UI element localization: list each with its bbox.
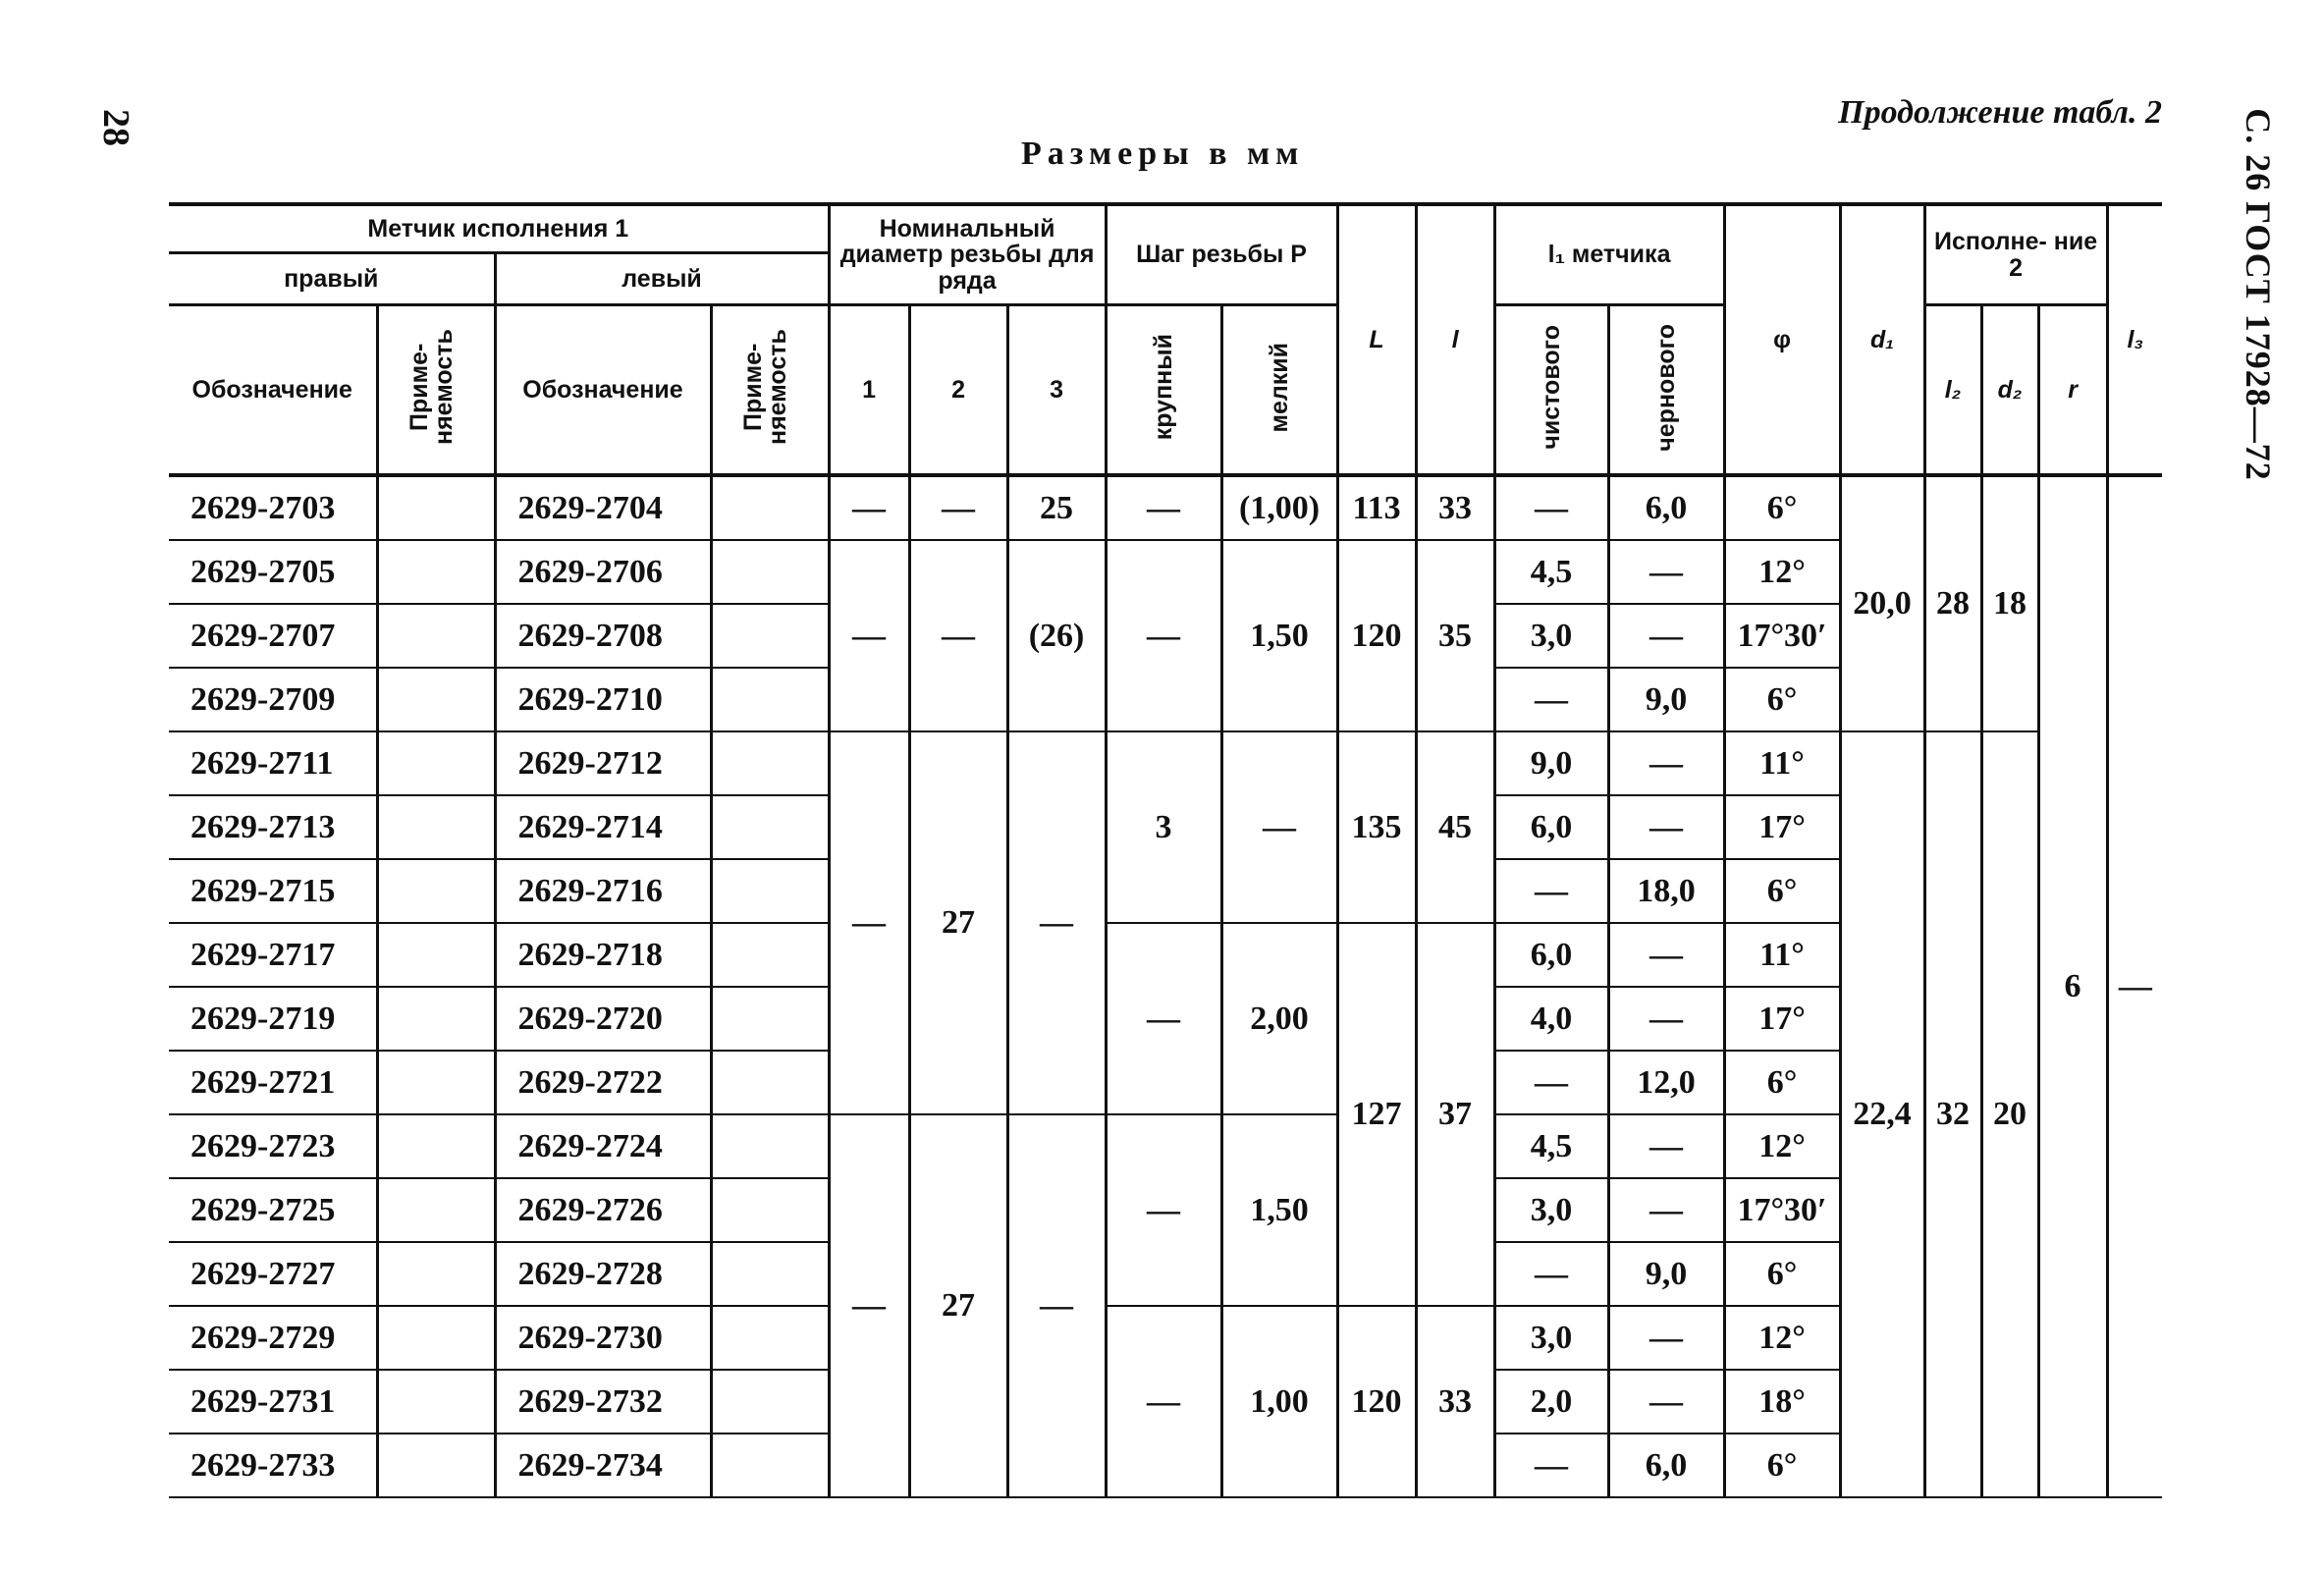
right-applicability — [377, 1051, 495, 1114]
angle-phi: 6° — [1724, 475, 1840, 540]
right-designation: 2629-2713 — [169, 795, 377, 859]
header-tap-version-1: Метчик исполнения 1 — [169, 204, 829, 253]
l1-finishing: 6,0 — [1494, 795, 1608, 859]
l1-roughing: — — [1608, 1306, 1724, 1370]
header-d1: d₁ — [1840, 204, 1924, 475]
l1-finishing: 9,0 — [1494, 731, 1608, 795]
l1-roughing: — — [1608, 795, 1724, 859]
angle-phi: 6° — [1724, 859, 1840, 923]
header-left: левый — [495, 253, 829, 305]
left-applicability — [711, 859, 829, 923]
angle-phi: 17° — [1724, 795, 1840, 859]
header-left-designation: Обозначение — [495, 305, 711, 476]
header-r: r — [2038, 305, 2107, 476]
length-L: 120 — [1337, 540, 1416, 731]
diameter-row-2: — — [909, 540, 1007, 731]
right-applicability — [377, 987, 495, 1051]
l1-finishing: 6,0 — [1494, 923, 1608, 987]
left-applicability — [711, 1306, 829, 1370]
left-designation: 2629-2716 — [495, 859, 711, 923]
right-applicability — [377, 1114, 495, 1178]
pitch-fine: 1,50 — [1221, 540, 1337, 731]
length-L: 135 — [1337, 731, 1416, 923]
header-coarse: крупный — [1106, 305, 1221, 476]
right-designation: 2629-2703 — [169, 475, 377, 540]
header-nominal-diameter: Номинальный диаметр резьбы для ряда — [829, 204, 1106, 305]
diameter-row-2: 27 — [909, 731, 1007, 1114]
pitch-coarse: — — [1106, 1114, 1221, 1306]
header-thread-pitch: Шаг резьбы P — [1106, 204, 1337, 305]
page-number: 28 — [95, 109, 136, 146]
left-designation: 2629-2726 — [495, 1178, 711, 1242]
left-applicability — [711, 923, 829, 987]
angle-phi: 6° — [1724, 1434, 1840, 1497]
header-row-1: 1 — [829, 305, 909, 476]
header-left-applicability: Приме- няемость — [711, 305, 829, 476]
left-applicability — [711, 540, 829, 604]
right-designation: 2629-2725 — [169, 1178, 377, 1242]
l1-finishing: — — [1494, 475, 1608, 540]
left-designation: 2629-2722 — [495, 1051, 711, 1114]
length-l: 45 — [1416, 731, 1494, 923]
right-designation: 2629-2705 — [169, 540, 377, 604]
right-designation: 2629-2721 — [169, 1051, 377, 1114]
d1-value: 20,0 — [1840, 475, 1924, 731]
l1-roughing: 6,0 — [1608, 1434, 1724, 1497]
r-value: 6 — [2038, 475, 2107, 1497]
right-applicability — [377, 475, 495, 540]
left-designation: 2629-2708 — [495, 604, 711, 668]
header-l: l — [1416, 204, 1494, 475]
length-l: 37 — [1416, 923, 1494, 1306]
header-roughing: чернового — [1608, 305, 1724, 476]
left-applicability — [711, 1434, 829, 1497]
header-row-2: 2 — [909, 305, 1007, 476]
diameter-row-2: 27 — [909, 1114, 1007, 1497]
length-l: 33 — [1416, 475, 1494, 540]
angle-phi: 18° — [1724, 1370, 1840, 1434]
left-applicability — [711, 668, 829, 731]
l1-roughing: — — [1608, 540, 1724, 604]
left-designation: 2629-2734 — [495, 1434, 711, 1497]
diameter-row-3: (26) — [1007, 540, 1106, 731]
d2-value: 20 — [1981, 731, 2038, 1497]
right-designation: 2629-2711 — [169, 731, 377, 795]
header-d2: d₂ — [1981, 305, 2038, 476]
l2-value: 28 — [1924, 475, 1981, 731]
left-designation: 2629-2724 — [495, 1114, 711, 1178]
left-designation: 2629-2720 — [495, 987, 711, 1051]
l1-roughing: — — [1608, 923, 1724, 987]
d2-value: 18 — [1981, 475, 2038, 731]
right-applicability — [377, 1306, 495, 1370]
l1-roughing: — — [1608, 987, 1724, 1051]
left-applicability — [711, 1178, 829, 1242]
diameter-row-2: — — [909, 475, 1007, 540]
left-designation: 2629-2732 — [495, 1370, 711, 1434]
l1-finishing: 3,0 — [1494, 1306, 1608, 1370]
pitch-fine: 2,00 — [1221, 923, 1337, 1114]
pitch-coarse: — — [1106, 1306, 1221, 1497]
length-L: 113 — [1337, 475, 1416, 540]
header-l3: l₃ — [2107, 204, 2162, 475]
header-right-designation: Обозначение — [169, 305, 377, 476]
pitch-fine: 1,50 — [1221, 1114, 1337, 1306]
right-applicability — [377, 859, 495, 923]
l1-roughing: — — [1608, 1370, 1724, 1434]
pitch-fine: 1,00 — [1221, 1306, 1337, 1497]
l1-roughing: 12,0 — [1608, 1051, 1724, 1114]
left-designation: 2629-2728 — [495, 1242, 711, 1306]
angle-phi: 17°30′ — [1724, 1178, 1840, 1242]
left-applicability — [711, 731, 829, 795]
l1-roughing: — — [1608, 1178, 1724, 1242]
dimensions-units-label: Размеры в мм — [1021, 135, 1305, 172]
header-phi: φ — [1724, 204, 1840, 475]
angle-phi: 11° — [1724, 731, 1840, 795]
right-applicability — [377, 668, 495, 731]
l1-finishing: — — [1494, 668, 1608, 731]
angle-phi: 6° — [1724, 1242, 1840, 1306]
left-applicability — [711, 1114, 829, 1178]
diameter-row-3: 25 — [1007, 475, 1106, 540]
header-l1-tap: l₁ метчика — [1494, 204, 1724, 305]
diameter-row-1: — — [829, 540, 909, 731]
dimensions-table — [169, 202, 2162, 1498]
l1-finishing: 4,5 — [1494, 540, 1608, 604]
right-designation: 2629-2731 — [169, 1370, 377, 1434]
right-applicability — [377, 795, 495, 859]
l1-finishing: — — [1494, 1242, 1608, 1306]
left-applicability — [711, 475, 829, 540]
left-applicability — [711, 987, 829, 1051]
left-applicability — [711, 1242, 829, 1306]
right-designation: 2629-2729 — [169, 1306, 377, 1370]
l1-roughing: — — [1608, 604, 1724, 668]
right-applicability — [377, 731, 495, 795]
l1-roughing: 9,0 — [1608, 668, 1724, 731]
l1-roughing: — — [1608, 1114, 1724, 1178]
angle-phi: 6° — [1724, 1051, 1840, 1114]
angle-phi: 6° — [1724, 668, 1840, 731]
l1-finishing: 4,5 — [1494, 1114, 1608, 1178]
table-row — [169, 731, 2162, 795]
l3-value: — — [2107, 475, 2162, 1497]
header-version-2: Исполне- ние 2 — [1924, 204, 2107, 305]
left-designation: 2629-2714 — [495, 795, 711, 859]
header-L: L — [1337, 204, 1416, 475]
pitch-coarse: 3 — [1106, 731, 1221, 923]
d1-value: 22,4 — [1840, 731, 1924, 1497]
angle-phi: 11° — [1724, 923, 1840, 987]
length-l: 33 — [1416, 1306, 1494, 1497]
left-applicability — [711, 604, 829, 668]
table-row — [169, 475, 2162, 540]
l1-finishing: 3,0 — [1494, 604, 1608, 668]
header-row-3: 3 — [1007, 305, 1106, 476]
length-L: 127 — [1337, 923, 1416, 1306]
left-designation: 2629-2712 — [495, 731, 711, 795]
l1-finishing: 3,0 — [1494, 1178, 1608, 1242]
right-applicability — [377, 923, 495, 987]
left-designation: 2629-2710 — [495, 668, 711, 731]
l1-finishing: 4,0 — [1494, 987, 1608, 1051]
standard-title: С. 26 ГОСТ 17928—72 — [2239, 108, 2278, 481]
header-finishing: чистового — [1494, 305, 1608, 476]
left-designation: 2629-2706 — [495, 540, 711, 604]
left-designation: 2629-2718 — [495, 923, 711, 987]
right-applicability — [377, 1178, 495, 1242]
right-applicability — [377, 1242, 495, 1306]
right-applicability — [377, 540, 495, 604]
pitch-fine: (1,00) — [1221, 475, 1337, 540]
l1-finishing: — — [1494, 1434, 1608, 1497]
right-designation: 2629-2709 — [169, 668, 377, 731]
l1-finishing: 2,0 — [1494, 1370, 1608, 1434]
l1-roughing: 6,0 — [1608, 475, 1724, 540]
diameter-row-3: — — [1007, 731, 1106, 1114]
l1-roughing: 9,0 — [1608, 1242, 1724, 1306]
right-designation: 2629-2733 — [169, 1434, 377, 1497]
right-designation: 2629-2719 — [169, 987, 377, 1051]
length-L: 120 — [1337, 1306, 1416, 1497]
right-designation: 2629-2723 — [169, 1114, 377, 1178]
header-l2: l₂ — [1924, 305, 1981, 476]
right-applicability — [377, 1370, 495, 1434]
l1-roughing: — — [1608, 731, 1724, 795]
l1-roughing: 18,0 — [1608, 859, 1724, 923]
pitch-fine: — — [1221, 731, 1337, 923]
right-designation: 2629-2727 — [169, 1242, 377, 1306]
angle-phi: 17° — [1724, 987, 1840, 1051]
left-applicability — [711, 1051, 829, 1114]
diameter-row-1: — — [829, 475, 909, 540]
left-applicability — [711, 1370, 829, 1434]
table-continuation-label: Продолжение табл. 2 — [1838, 94, 2162, 131]
left-designation: 2629-2704 — [495, 475, 711, 540]
right-designation: 2629-2715 — [169, 859, 377, 923]
angle-phi: 12° — [1724, 540, 1840, 604]
diameter-row-3: — — [1007, 1114, 1106, 1497]
l1-finishing: — — [1494, 859, 1608, 923]
l2-value: 32 — [1924, 731, 1981, 1497]
length-l: 35 — [1416, 540, 1494, 731]
right-designation: 2629-2717 — [169, 923, 377, 987]
angle-phi: 17°30′ — [1724, 604, 1840, 668]
diameter-row-1: — — [829, 731, 909, 1114]
diameter-row-1: — — [829, 1114, 909, 1497]
angle-phi: 12° — [1724, 1306, 1840, 1370]
header-fine: мелкий — [1221, 305, 1337, 476]
pitch-coarse: — — [1106, 923, 1221, 1114]
right-applicability — [377, 604, 495, 668]
right-designation: 2629-2707 — [169, 604, 377, 668]
header-right-applicability: Приме- няемость — [377, 305, 495, 476]
right-applicability — [377, 1434, 495, 1497]
left-designation: 2629-2730 — [495, 1306, 711, 1370]
pitch-coarse: — — [1106, 540, 1221, 731]
pitch-coarse: — — [1106, 475, 1221, 540]
left-applicability — [711, 795, 829, 859]
angle-phi: 12° — [1724, 1114, 1840, 1178]
l1-finishing: — — [1494, 1051, 1608, 1114]
header-right: правый — [169, 253, 495, 305]
